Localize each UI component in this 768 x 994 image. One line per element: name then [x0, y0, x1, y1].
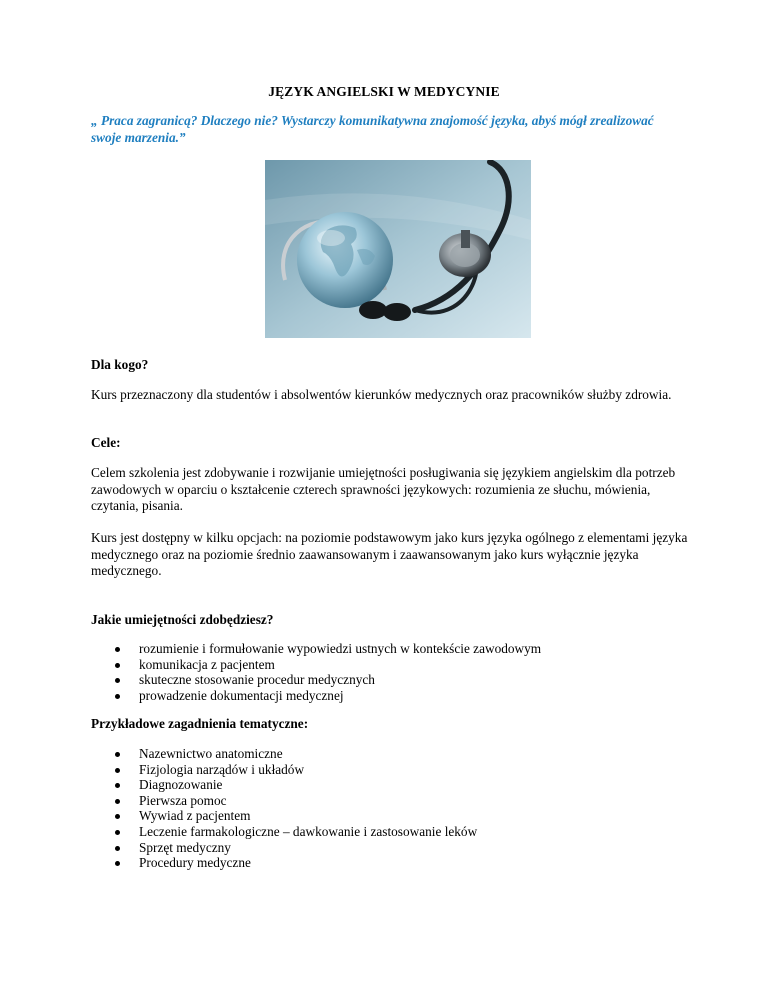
- topics-heading: Przykładowe zagadnienia tematyczne:: [91, 716, 309, 731]
- list-item: skuteczne stosowanie procedur medycznych: [113, 672, 673, 688]
- list-item: komunikacja z pacjentem: [113, 657, 673, 673]
- list-item: rozumienie i formułowanie wypowiedzi ustnych w kontekście zawodowym: [113, 641, 673, 657]
- list-item: Leczenie farmakologiczne – dawkowanie i zastosowanie leków: [113, 824, 673, 840]
- topics-list: [113, 746, 673, 871]
- list-item: Procedury medyczne: [113, 855, 673, 871]
- options-text: Kurs jest dostępny w kilku opcjach: na poziomie podstawowym jako kurs języka ogólnego z elementami języka medycznego oraz na poziomie średnio zaawansowanym i zaawansowanym jako kurs wyłącznie języka medycznego.: [91, 530, 688, 578]
- list-item: Nazewnictwo anatomiczne: [113, 746, 673, 762]
- list-item: Pierwsza pomoc: [113, 793, 673, 809]
- list-item: Wywiad z pacjentem: [113, 808, 673, 824]
- skills-list: [113, 641, 673, 703]
- list-item: Diagnozowanie: [113, 777, 673, 793]
- audience-text: Kurs przeznaczony dla studentów i absolwentów kierunków medycznych oraz pracowników służby zdrowia.: [91, 387, 672, 402]
- list-item: Fizjologia narządów i układów: [113, 762, 673, 778]
- globe-stethoscope-photo: [265, 160, 531, 338]
- motto-quote: „ Praca zagranicą? Dlaczego nie? Wystarczy komunikatywna znajomość języka, abyś mógł zrealizować swoje marzenia.”: [91, 113, 654, 145]
- list-item: Sprzęt medyczny: [113, 840, 673, 856]
- goals-heading: Cele:: [91, 435, 121, 450]
- list-item: prowadzenie dokumentacji medycznej: [113, 688, 673, 704]
- skills-heading: Jakie umiejętności zdobędziesz?: [91, 612, 274, 627]
- audience-heading: Dla kogo?: [91, 357, 149, 372]
- goals-text: Celem szkolenia jest zdobywanie i rozwijanie umiejętności posługiwania się językiem angielskim dla potrzeb zawodowych w oparciu o kształcenie czterech sprawności językowych: rozumienia ze słuchu, mówienia, czytania, pisania.: [91, 465, 676, 513]
- document-title: JĘZYK ANGIELSKI W MEDYCYNIE: [268, 84, 500, 99]
